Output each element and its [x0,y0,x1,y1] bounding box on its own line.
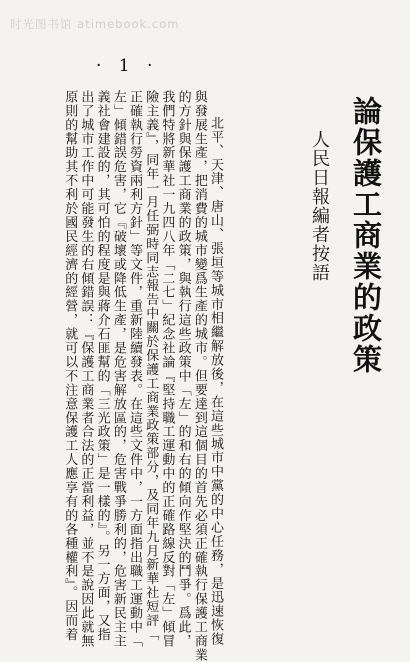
text-column: 我們特將新華社一九四八年「二七」紀念社論『堅持職工運動中的正確路線反對「左」傾冒 [159,90,175,648]
page-number: · 1 · [96,56,159,76]
text-column: 正確執行勞資兩利方針」等文件，重新陸續發表。在這些文件中，一方面指出職工運動中「 [127,90,142,648]
article-title: 論保護工商業的政策 [349,96,383,375]
text-column: 原則的幫助其不利於國民經濟的經營，就可以不注意保護工人應享有的各種權利』。因而着 [62,90,78,642]
text-column: 北平、天津、唐山、張垣等城市相繼解放後，在這些城市中黨的中心任務，是迅速恢復 [208,116,223,647]
byline: 人民日報編者按語 [309,130,330,282]
text-column: 左」傾錯誤危害，它『破壞或降低生產，是危害解放區的，危害戰爭勝利的，危害新民主主 [110,90,126,648]
watermark: 时光图书馆 atimebook.com [10,17,180,31]
text-column: 義社會建設的，其可怕的程度是與蔣介石匪幫的「三光政策」是一樣的』。另一方面，又指 [94,90,110,642]
text-column: 與發展生產，把消費的城市變爲生產的城市。但要達到這個目的首先必須正確執行保護工商業 [191,90,207,662]
text-column: 險主義』，同年一月任弼時同志報告中關於保護工商業政策部分，及同年九月新華社短評「 [143,90,159,642]
text-column: 出了城市工作中可能發生的右傾錯誤：『保護工商業者合法的正當利益，並不是說因此就無 [78,90,94,648]
text-column: 的方針與保護工商業的政策，與執行這些政策中「左」的和右的傾向作堅決的鬥爭。爲此， [175,90,191,648]
